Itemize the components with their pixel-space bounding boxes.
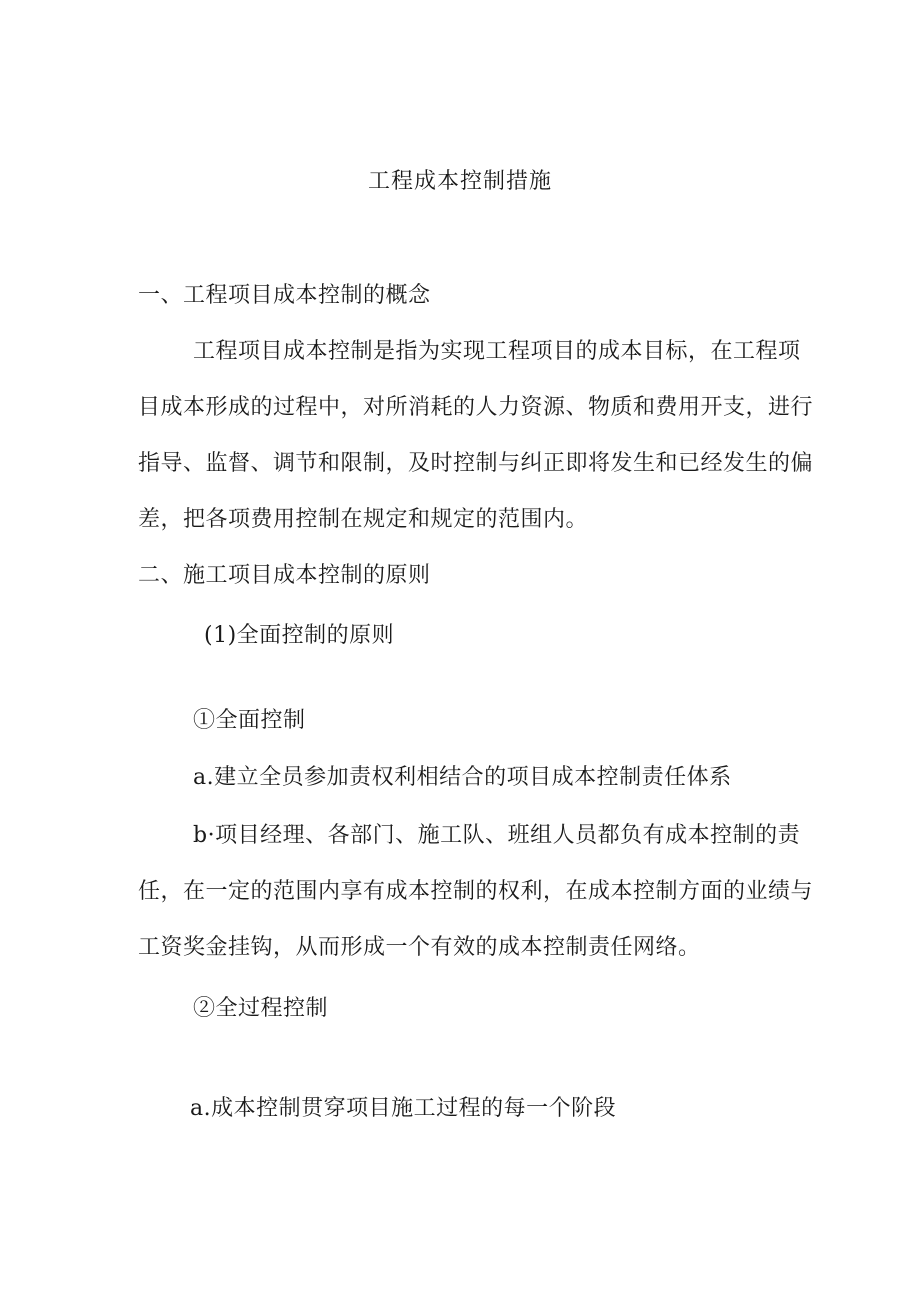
- list-item-a-2: a.成本控制贯穿项目施工过程的每一个阶段: [190, 1096, 617, 1121]
- list-item-b-1-line-1: b·项目经理、各部门、施工队、班组人员都负有成本控制的责: [193, 823, 801, 848]
- list-item-a-1: a.建立全员参加责权利相结合的项目成本控制责任体系: [193, 765, 732, 790]
- paragraph-1-line-4: 差，把各项费用控制在规定和规定的范围内。: [138, 507, 589, 532]
- sub-subsection-heading-2: ②全过程控制: [193, 996, 329, 1021]
- section-heading-1: 一、工程项目成本控制的概念: [138, 283, 431, 308]
- list-item-b-1-line-2: 任，在一定的范围内享有成本控制的权利，在成本控制方面的业绩与: [138, 879, 814, 904]
- document-title: 工程成本控制措施: [367, 169, 552, 194]
- paragraph-1-line-1: 工程项目成本控制是指为实现工程项目的成本目标，在工程项: [193, 339, 801, 364]
- sub-subsection-heading-1: ①全面控制: [193, 708, 306, 733]
- section-heading-2: 二、施工项目成本控制的原则: [138, 563, 431, 588]
- paragraph-1-line-3: 指导、监督、调节和限制，及时控制与纠正即将发生和已经发生的偏: [138, 451, 814, 476]
- list-item-b-1-line-3: 工资奖金挂钩，从而形成一个有效的成本控制责任网络。: [138, 935, 701, 960]
- paragraph-1-line-2: 目成本形成的过程中，对所消耗的人力资源、物质和费用开支，进行: [138, 395, 814, 420]
- subsection-heading-1: (1)全面控制的原则: [204, 623, 395, 648]
